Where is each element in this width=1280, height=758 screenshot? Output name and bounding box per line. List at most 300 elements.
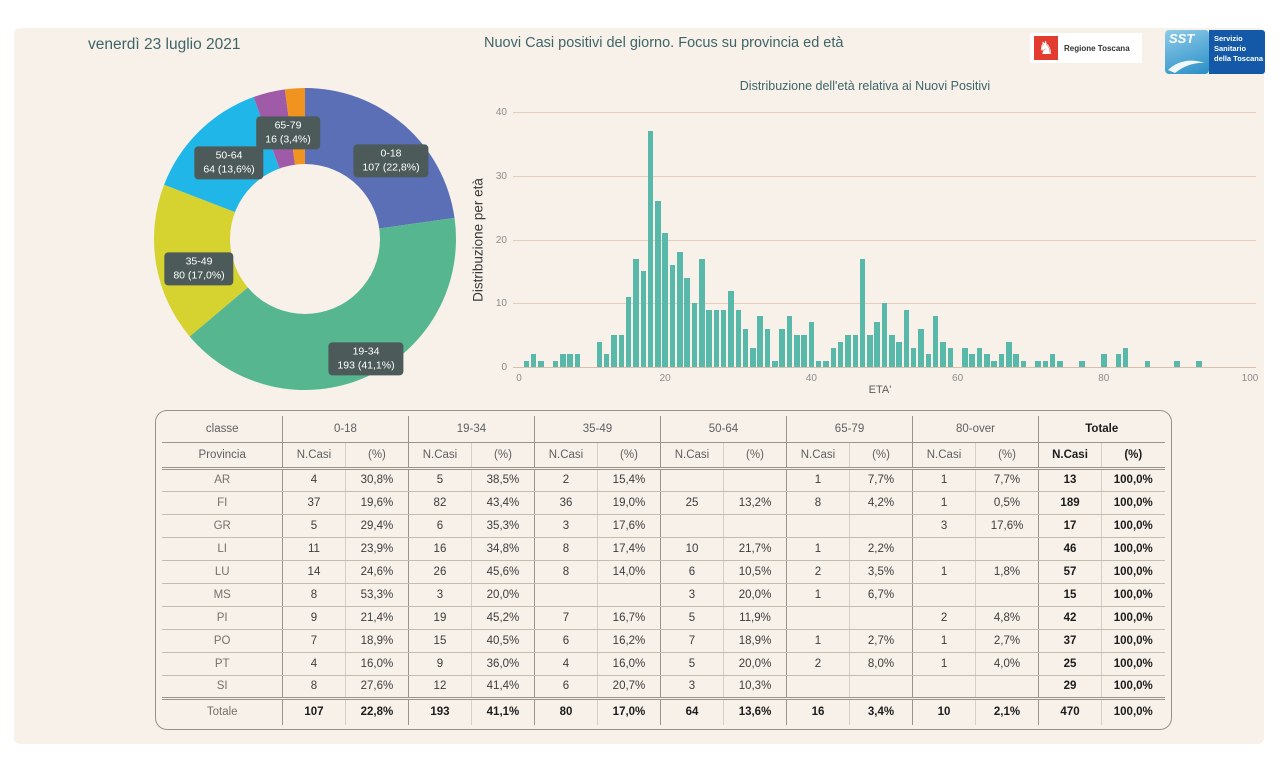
subheader-19-34-ncasi: N.Casi (408, 442, 471, 468)
bar-age-74 (1057, 361, 1063, 367)
table-cell: 4,8% (976, 606, 1039, 629)
table-cell: 11,9% (723, 606, 786, 629)
bar-age-18 (648, 131, 654, 367)
table-cell: 7 (660, 629, 723, 652)
table-cell (660, 468, 723, 491)
bar-age-50 (882, 303, 888, 367)
table-cell: 193 (408, 698, 471, 725)
table-cell: 5 (660, 652, 723, 675)
subheader-35-49-ncasi: N.Casi (534, 442, 597, 468)
donut-label-35-49 (164, 252, 233, 285)
bar-age-39 (801, 335, 807, 367)
table-cell: 1 (787, 537, 850, 560)
table-cell: 45,2% (471, 606, 534, 629)
table-cell: 36,0% (471, 652, 534, 675)
table-cell: 25 (1039, 652, 1102, 675)
table-cell: 2 (787, 652, 850, 675)
bar-age-8 (575, 354, 581, 367)
province-label: AR (162, 468, 282, 491)
bar-age-22 (677, 252, 683, 367)
table-cell (913, 537, 976, 560)
bar-age-41 (816, 361, 822, 367)
bar-age-26 (706, 310, 712, 367)
table-cell: 1 (787, 583, 850, 606)
table-cell: 11 (282, 537, 345, 560)
bar-age-54 (911, 348, 917, 367)
bar-age-40 (809, 322, 815, 367)
table-cell: 3 (534, 514, 597, 537)
table-cell: 40,5% (471, 629, 534, 652)
x-axis-line (513, 367, 1256, 368)
table-row-GR (162, 514, 1164, 537)
bar-age-93 (1196, 361, 1202, 367)
table-cell: 43,4% (471, 491, 534, 514)
table-cell: 17,0% (597, 698, 660, 725)
table-cell: 1 (787, 468, 850, 491)
x-tick-80: 80 (1098, 373, 1110, 384)
province-label: LI (162, 537, 282, 560)
table-cell: 1 (787, 629, 850, 652)
table-row-PI (162, 606, 1164, 629)
table-cell: 6,7% (850, 583, 913, 606)
table-cell: 15 (408, 629, 471, 652)
table-cell: 18,9% (345, 629, 408, 652)
histogram-title: Distribuzione dell'età relativa ai Nuovi Positivi (739, 79, 991, 93)
table-cell: 8 (787, 491, 850, 514)
pegasus-icon: ♞ (1034, 36, 1058, 60)
report-date: venerdì 23 luglio 2021 (88, 36, 241, 53)
y-tick-20: 20 (495, 234, 507, 246)
table-row-SI (162, 675, 1164, 698)
regione-toscana-label: Regione Toscana (1064, 43, 1130, 53)
table-cell: 10,3% (723, 675, 786, 698)
table-cell: 35,3% (471, 514, 534, 537)
gridline-y20 (513, 240, 1256, 241)
table-cell: 9 (408, 652, 471, 675)
y-tick-30: 30 (495, 170, 507, 182)
age-histogram (513, 113, 1256, 368)
donut-label-value: 107 (22,8%) (362, 161, 420, 173)
table-cell: 17,4% (597, 537, 660, 560)
table-row-FI (162, 491, 1164, 514)
bar-age-51 (889, 335, 895, 367)
bar-age-83 (1123, 348, 1129, 367)
donut-label-value: 80 (17,0%) (173, 269, 225, 281)
table-cell: 16,2% (597, 629, 660, 652)
column-group-Totale: Totale (1039, 416, 1165, 442)
table-cell: 20,0% (471, 583, 534, 606)
table-cell: 4,0% (976, 652, 1039, 675)
bar-age-42 (823, 361, 829, 367)
table-cell (787, 606, 850, 629)
subheader-19-34-pct: (%) (471, 442, 534, 468)
sst-logo (1165, 30, 1265, 74)
table-cell: 3,4% (850, 698, 913, 725)
table-cell: 2 (913, 606, 976, 629)
bar-age-1 (524, 361, 530, 367)
table-cell: 100,0% (1102, 606, 1165, 629)
table-cell: 470 (1039, 698, 1102, 725)
table-cell: 3 (408, 583, 471, 606)
subheader-80-over-ncasi: N.Casi (913, 442, 976, 468)
table-cell (976, 537, 1039, 560)
donut-label-value: 193 (41,1%) (337, 359, 395, 371)
table-cell: 19,6% (345, 491, 408, 514)
table-cell: 24,6% (345, 560, 408, 583)
table-cell: 1 (913, 652, 976, 675)
table-cell: 5 (660, 606, 723, 629)
bar-age-58 (940, 342, 946, 368)
bar-age-36 (779, 329, 785, 367)
bar-age-69 (1021, 361, 1027, 367)
table-cell: 20,7% (597, 675, 660, 698)
subheader-50-64-pct: (%) (723, 442, 786, 468)
table-cell: 19,0% (597, 491, 660, 514)
table-cell: 10,5% (723, 560, 786, 583)
bar-age-80 (1101, 354, 1107, 367)
table-cell: 21,4% (345, 606, 408, 629)
table-cell: 41,4% (471, 675, 534, 698)
table-cell: 2,2% (850, 537, 913, 560)
x-tick-0: 0 (516, 373, 522, 384)
bar-age-16 (633, 259, 639, 367)
subheader-65-79-ncasi: N.Casi (787, 442, 850, 468)
table-row-AR (162, 468, 1164, 491)
subheader-0-18-ncasi: N.Casi (282, 442, 345, 468)
table-cell: 107 (282, 698, 345, 725)
subheader-35-49-pct: (%) (597, 442, 660, 468)
table-cell: 1 (913, 560, 976, 583)
header-classe: classe (162, 416, 282, 442)
table-cell: 1,8% (976, 560, 1039, 583)
table-cell: 1 (913, 629, 976, 652)
bar-age-29 (728, 291, 734, 368)
dashboard-card (14, 28, 1264, 744)
histogram-y-axis-label: Distribuzione per età (470, 178, 486, 302)
table-cell: 17 (1039, 514, 1102, 537)
bar-age-11 (597, 342, 603, 368)
bar-age-48 (867, 335, 873, 367)
table-cell: 30,8% (345, 468, 408, 491)
sst-label: Servizio Sanitario della Toscana (1209, 30, 1265, 74)
histogram-x-axis-label: ETA' (868, 384, 892, 396)
table-cell: 5 (282, 514, 345, 537)
bar-age-5 (553, 361, 559, 367)
bar-age-47 (860, 259, 866, 367)
table-cell (850, 675, 913, 698)
column-group-0-18: 0-18 (282, 416, 408, 442)
table-cell: 17,6% (597, 514, 660, 537)
bar-age-56 (926, 354, 932, 367)
table-cell: 100,0% (1102, 583, 1165, 606)
table-cell: 82 (408, 491, 471, 514)
table-cell: 13,6% (723, 698, 786, 725)
bar-age-55 (918, 329, 924, 367)
bar-age-57 (933, 316, 939, 367)
table-cell: 16 (787, 698, 850, 725)
bar-age-28 (721, 310, 727, 367)
donut-label-value: 64 (13,6%) (203, 163, 255, 175)
bar-age-2 (531, 354, 537, 367)
table-cell: 100,0% (1102, 652, 1165, 675)
table-cell (850, 606, 913, 629)
table-cell (913, 675, 976, 698)
table-cell: 100,0% (1102, 537, 1165, 560)
donut-label-65-79 (256, 116, 320, 149)
bar-age-67 (1006, 342, 1012, 368)
page-title: Nuovi Casi positivi del giorno. Focus su provincia ed età (484, 35, 844, 51)
province-label: MS (162, 583, 282, 606)
bar-age-6 (560, 354, 566, 367)
table-cell: 10 (660, 537, 723, 560)
table-cell: 25 (660, 491, 723, 514)
bar-age-86 (1145, 361, 1151, 367)
bar-age-33 (757, 316, 763, 367)
bar-age-52 (896, 342, 902, 368)
province-label: SI (162, 675, 282, 698)
bar-age-59 (948, 348, 954, 367)
subheader-0-18-pct: (%) (345, 442, 408, 468)
table-cell: 4 (534, 652, 597, 675)
table-row-Totale (162, 698, 1164, 725)
bar-age-73 (1050, 354, 1056, 367)
table-cell: 46 (1039, 537, 1102, 560)
table-cell (723, 514, 786, 537)
donut-label-19-34 (328, 342, 403, 375)
table-cell: 38,5% (471, 468, 534, 491)
y-tick-10: 10 (495, 298, 507, 310)
table-cell: 45,6% (471, 560, 534, 583)
table-cell: 29,4% (345, 514, 408, 537)
column-group-65-79: 65-79 (787, 416, 913, 442)
table-cell: 100,0% (1102, 560, 1165, 583)
bar-age-15 (626, 297, 632, 367)
sst-abbr: SST (1169, 31, 1195, 46)
bar-age-49 (874, 322, 880, 367)
table (162, 416, 1164, 725)
donut-hole (230, 164, 380, 314)
table-cell: 2 (787, 560, 850, 583)
table-cell: 53,3% (345, 583, 408, 606)
table-cell: 189 (1039, 491, 1102, 514)
bar-age-13 (611, 335, 617, 367)
bar-age-66 (999, 354, 1005, 367)
table-cell: 1 (913, 468, 976, 491)
bar-age-77 (1079, 361, 1085, 367)
table-cell (597, 583, 660, 606)
table-cell: 16,7% (597, 606, 660, 629)
donut-label-50-64 (194, 146, 263, 179)
subheader-Totale-pct: (%) (1102, 442, 1165, 468)
bar-age-38 (794, 335, 800, 367)
table-cell: 8 (534, 537, 597, 560)
sst-bird-swoosh (1165, 50, 1209, 74)
bar-age-17 (641, 271, 647, 367)
bar-age-3 (538, 361, 544, 367)
table-cell: 14 (282, 560, 345, 583)
table-cell: 4 (282, 652, 345, 675)
table-cell: 8 (282, 675, 345, 698)
table-cell: 13,2% (723, 491, 786, 514)
table-cell (850, 514, 913, 537)
y-tick-0: 0 (501, 362, 507, 373)
table-cell: 26 (408, 560, 471, 583)
bar-age-71 (1035, 361, 1041, 367)
subheader-65-79-pct: (%) (850, 442, 913, 468)
donut-label-class: 19-34 (352, 345, 380, 358)
donut-label-class: 50-64 (215, 149, 243, 162)
bar-age-12 (604, 354, 610, 367)
table-cell (787, 675, 850, 698)
table-cell: 8 (282, 583, 345, 606)
bar-age-72 (1043, 361, 1049, 367)
table-cell: 100,0% (1102, 629, 1165, 652)
table-cell: 8 (534, 560, 597, 583)
table-cell: 37 (282, 491, 345, 514)
province-label: PT (162, 652, 282, 675)
table-cell: 20,0% (723, 652, 786, 675)
bar-age-62 (969, 354, 975, 367)
table-cell: 9 (282, 606, 345, 629)
bar-age-68 (1013, 354, 1019, 367)
province-label: PI (162, 606, 282, 629)
table-cell: 100,0% (1102, 491, 1165, 514)
bar-age-90 (1174, 361, 1180, 367)
table-cell: 7 (534, 606, 597, 629)
table-cell: 36 (534, 491, 597, 514)
y-tick-40: 40 (495, 107, 507, 118)
table-cell (660, 514, 723, 537)
table-cell (913, 583, 976, 606)
gridline-y30 (513, 176, 1256, 177)
table-cell: 7 (282, 629, 345, 652)
bar-age-61 (962, 348, 968, 367)
table-cell: 21,7% (723, 537, 786, 560)
donut-label-class: 35-49 (185, 255, 213, 268)
table-row-PO (162, 629, 1164, 652)
subheader-80-over-pct: (%) (976, 442, 1039, 468)
column-group-50-64: 50-64 (660, 416, 786, 442)
table-cell: 16,0% (345, 652, 408, 675)
table-cell: 29 (1039, 675, 1102, 698)
table-cell: 4,2% (850, 491, 913, 514)
table-row-LI (162, 537, 1164, 560)
bar-age-32 (750, 348, 756, 367)
table-cell: 34,8% (471, 537, 534, 560)
province-label: LU (162, 560, 282, 583)
table-row-LU (162, 560, 1164, 583)
table-row-PT (162, 652, 1164, 675)
table-cell (976, 583, 1039, 606)
bar-age-14 (619, 335, 625, 367)
table-cell: 3 (660, 583, 723, 606)
regione-toscana-logo (1030, 33, 1142, 63)
bar-age-34 (765, 329, 771, 367)
table-cell: 6 (534, 675, 597, 698)
donut-label-0-18 (353, 144, 428, 177)
bar-age-63 (977, 348, 983, 367)
table-cell: 80 (534, 698, 597, 725)
table-cell: 0,5% (976, 491, 1039, 514)
bar-age-43 (831, 348, 837, 367)
table-cell: 100,0% (1102, 698, 1165, 725)
table-cell: 57 (1039, 560, 1102, 583)
x-tick-100: 100 (1241, 373, 1259, 384)
table-cell: 16 (408, 537, 471, 560)
table-cell: 64 (660, 698, 723, 725)
bar-age-21 (670, 265, 676, 367)
bar-age-23 (684, 278, 690, 367)
column-group-19-34: 19-34 (408, 416, 534, 442)
table-cell: 6 (408, 514, 471, 537)
sst-icon (1165, 30, 1209, 74)
column-group-35-49: 35-49 (534, 416, 660, 442)
bar-age-31 (743, 329, 749, 367)
table-cell: 37 (1039, 629, 1102, 652)
table-cell: 3,5% (850, 560, 913, 583)
bar-age-37 (787, 316, 793, 367)
table-cell: 18,9% (723, 629, 786, 652)
x-tick-20: 20 (659, 373, 671, 384)
subheader-50-64-ncasi: N.Casi (660, 442, 723, 468)
table-cell: 14,0% (597, 560, 660, 583)
bar-age-19 (655, 201, 661, 367)
table-cell (976, 675, 1039, 698)
table-cell: 2 (534, 468, 597, 491)
table-cell: 10 (913, 698, 976, 725)
bar-age-53 (904, 310, 910, 367)
bar-age-7 (567, 354, 573, 367)
province-label: GR (162, 514, 282, 537)
bar-age-30 (736, 310, 742, 367)
table-cell: 100,0% (1102, 514, 1165, 537)
table-cell: 19 (408, 606, 471, 629)
province-label: FI (162, 491, 282, 514)
table-cell: 15 (1039, 583, 1102, 606)
bar-age-24 (692, 303, 698, 367)
table-cell (723, 468, 786, 491)
table-cell: 2,1% (976, 698, 1039, 725)
bar-age-82 (1116, 354, 1122, 367)
bar-age-64 (984, 354, 990, 367)
table-cell: 42 (1039, 606, 1102, 629)
table-cell: 7,7% (976, 468, 1039, 491)
subheader-Totale-ncasi: N.Casi (1039, 442, 1102, 468)
table-cell: 12 (408, 675, 471, 698)
province-label: Totale (162, 698, 282, 725)
table-cell: 3 (660, 675, 723, 698)
bar-age-35 (772, 361, 778, 367)
donut-label-value: 16 (3,4%) (265, 133, 311, 145)
x-tick-40: 40 (805, 373, 817, 384)
table-cell: 2,7% (976, 629, 1039, 652)
donut-label-class: 65-79 (274, 119, 302, 132)
column-group-80-over: 80-over (913, 416, 1039, 442)
table-cell: 6 (534, 629, 597, 652)
table-cell: 7,7% (850, 468, 913, 491)
x-tick-60: 60 (952, 373, 964, 384)
table-cell: 8,0% (850, 652, 913, 675)
table-cell: 23,9% (345, 537, 408, 560)
table-cell: 17,6% (976, 514, 1039, 537)
bar-age-20 (662, 233, 668, 367)
table-cell: 2,7% (850, 629, 913, 652)
table-cell: 27,6% (345, 675, 408, 698)
bar-age-27 (714, 310, 720, 367)
bar-age-45 (845, 335, 851, 367)
header-provincia: Provincia (162, 442, 282, 468)
table-cell: 15,4% (597, 468, 660, 491)
